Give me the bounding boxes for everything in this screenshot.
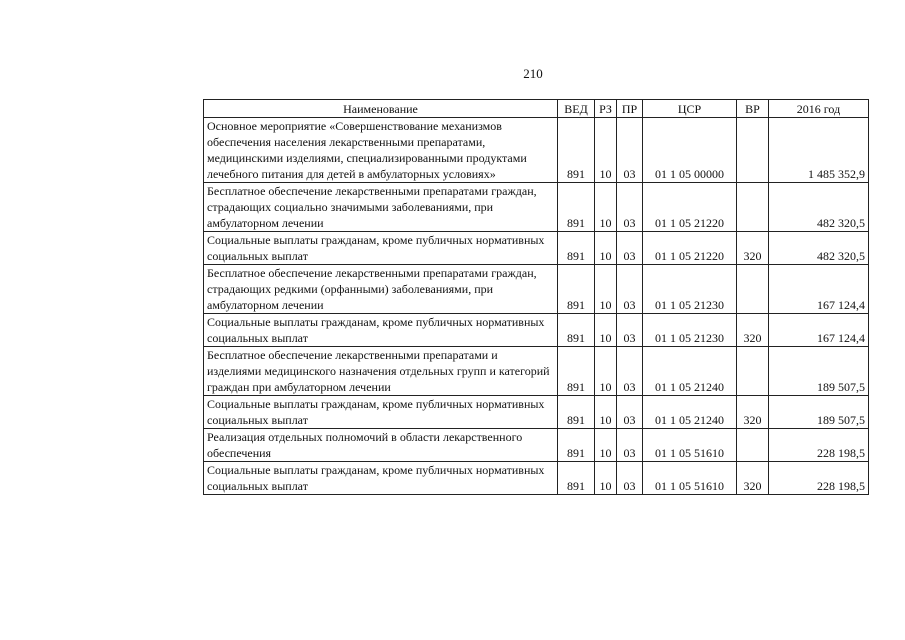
row-amount: 189 507,5 [769,396,869,429]
row-pr: 03 [617,314,643,347]
row-ved: 891 [558,314,595,347]
table-row [204,183,869,232]
row-ved: 891 [558,265,595,314]
row-amount: 228 198,5 [769,429,869,462]
row-pr: 03 [617,265,643,314]
row-name: Бесплатное обеспечение лекарственными препаратами граждан, страдающих социально значимыми заболеваниями, при амбулаторном лечении [204,183,558,232]
row-csr: 01 1 05 21220 [643,232,737,265]
row-pr: 03 [617,118,643,183]
row-csr: 01 1 05 21240 [643,396,737,429]
row-pr: 03 [617,462,643,495]
header-year: 2016 год [769,100,869,118]
header-pr: ПР [617,100,643,118]
row-pr: 03 [617,396,643,429]
table-row [204,429,869,462]
row-amount: 1 485 352,9 [769,118,869,183]
table-header-row [204,100,869,118]
row-name: Социальные выплаты гражданам, кроме публичных нормативных социальных выплат [204,396,558,429]
row-vr [737,118,769,183]
table-row [204,118,869,183]
row-csr: 01 1 05 51610 [643,462,737,495]
row-amount: 482 320,5 [769,183,869,232]
row-ved: 891 [558,232,595,265]
row-rz: 10 [595,462,617,495]
row-vr [737,347,769,396]
row-name: Социальные выплаты гражданам, кроме публичных нормативных социальных выплат [204,462,558,495]
header-vr: ВР [737,100,769,118]
header-name: Наименование [204,100,558,118]
table-row [204,265,869,314]
row-rz: 10 [595,429,617,462]
row-vr: 320 [737,396,769,429]
row-amount: 482 320,5 [769,232,869,265]
row-rz: 10 [595,232,617,265]
row-pr: 03 [617,429,643,462]
row-csr: 01 1 05 51610 [643,429,737,462]
row-amount: 228 198,5 [769,462,869,495]
row-ved: 891 [558,347,595,396]
row-vr [737,265,769,314]
row-csr: 01 1 05 21220 [643,183,737,232]
row-ved: 891 [558,462,595,495]
row-vr: 320 [737,314,769,347]
row-name: Бесплатное обеспечение лекарственными препаратами граждан, страдающих редкими (орфанными) заболеваниями, при амбулаторном лечении [204,265,558,314]
row-ved: 891 [558,183,595,232]
row-ved: 891 [558,396,595,429]
row-vr: 320 [737,462,769,495]
row-vr [737,429,769,462]
row-ved: 891 [558,429,595,462]
row-amount: 189 507,5 [769,347,869,396]
header-ved: ВЕД [558,100,595,118]
row-csr: 01 1 05 21230 [643,314,737,347]
row-name: Основное мероприятие «Совершенствование механизмов обеспечения населения лекарственными препаратами, медицинскими изделиями, специализированными продуктами лечебного питания для детей в амбулаторных условиях» [204,118,558,183]
row-csr: 01 1 05 21230 [643,265,737,314]
row-pr: 03 [617,232,643,265]
row-name: Социальные выплаты гражданам, кроме публичных нормативных социальных выплат [204,314,558,347]
row-csr: 01 1 05 21240 [643,347,737,396]
header-csr: ЦСР [643,100,737,118]
table-row [204,232,869,265]
table-row [204,347,869,396]
row-name: Социальные выплаты гражданам, кроме публичных нормативных социальных выплат [204,232,558,265]
row-csr: 01 1 05 00000 [643,118,737,183]
row-ved: 891 [558,118,595,183]
row-vr: 320 [737,232,769,265]
table-row [204,314,869,347]
table-row [204,396,869,429]
row-rz: 10 [595,314,617,347]
row-name: Бесплатное обеспечение лекарственными препаратами и изделиями медицинского назначения отдельных групп и категорий граждан при амбулаторном лечении [204,347,558,396]
header-rz: РЗ [595,100,617,118]
budget-table [203,99,869,495]
row-pr: 03 [617,347,643,396]
row-pr: 03 [617,183,643,232]
table-row [204,462,869,495]
row-name: Реализация отдельных полномочий в области лекарственного обеспечения [204,429,558,462]
row-rz: 10 [595,347,617,396]
page-number: 210 [523,66,543,81]
row-amount: 167 124,4 [769,265,869,314]
row-amount: 167 124,4 [769,314,869,347]
row-rz: 10 [595,118,617,183]
row-vr [737,183,769,232]
row-rz: 10 [595,183,617,232]
row-rz: 10 [595,396,617,429]
row-rz: 10 [595,265,617,314]
